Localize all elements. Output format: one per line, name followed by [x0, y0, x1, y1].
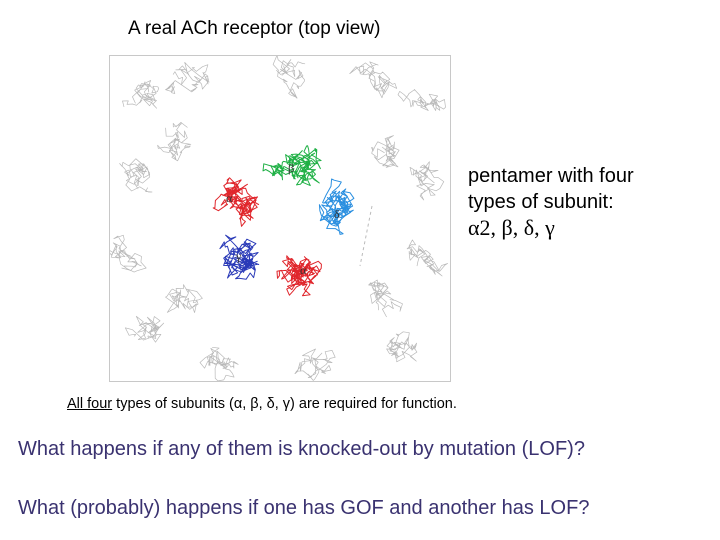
caption-emphasis: All four — [67, 396, 113, 412]
background-chains — [110, 56, 448, 381]
label-delta: δ — [334, 207, 340, 221]
figure-caption — [67, 396, 457, 412]
caption-text: types of subunits (α, β, δ, γ) are required for function. — [112, 396, 457, 412]
dashed-line — [360, 206, 372, 266]
alpha-chain — [213, 178, 258, 227]
background-chain — [123, 80, 159, 108]
background-chain — [350, 62, 397, 98]
background-chain — [110, 235, 146, 272]
background-chain — [410, 162, 444, 200]
background-chain — [398, 90, 446, 111]
label-alpha-bottom: α — [300, 263, 307, 277]
label-alpha-left: α — [226, 191, 233, 205]
background-chain — [273, 56, 305, 98]
subunit-description — [468, 163, 713, 241]
label-beta: β — [288, 161, 295, 175]
background-chain — [295, 349, 335, 380]
background-chain — [125, 316, 163, 342]
background-chain — [407, 240, 448, 276]
slide-title: A real ACh receptor (top view) — [128, 18, 381, 39]
question-gof-lof: What (probably) happens if one has GOF and another has LOF? — [18, 497, 590, 519]
subunit-composition: α2, β, δ, γ — [468, 215, 555, 240]
background-chain — [166, 62, 210, 93]
question-lof: What happens if any of them is knocked-out by mutation (LOF)? — [18, 438, 585, 460]
background-chain — [387, 332, 417, 362]
background-chain — [372, 136, 400, 168]
alpha-subunit-left — [213, 178, 258, 227]
background-chain — [120, 159, 152, 193]
receptor-structure-figure — [109, 55, 451, 382]
receptor-structure-image — [110, 56, 450, 381]
background-chain — [158, 122, 191, 160]
description-line-2: types of subunit: — [468, 191, 614, 213]
label-gamma: γ — [236, 249, 242, 263]
background-chain — [200, 347, 238, 381]
background-chain — [369, 280, 403, 317]
description-line-1: pentamer with four — [468, 165, 634, 187]
background-chain — [166, 285, 203, 313]
